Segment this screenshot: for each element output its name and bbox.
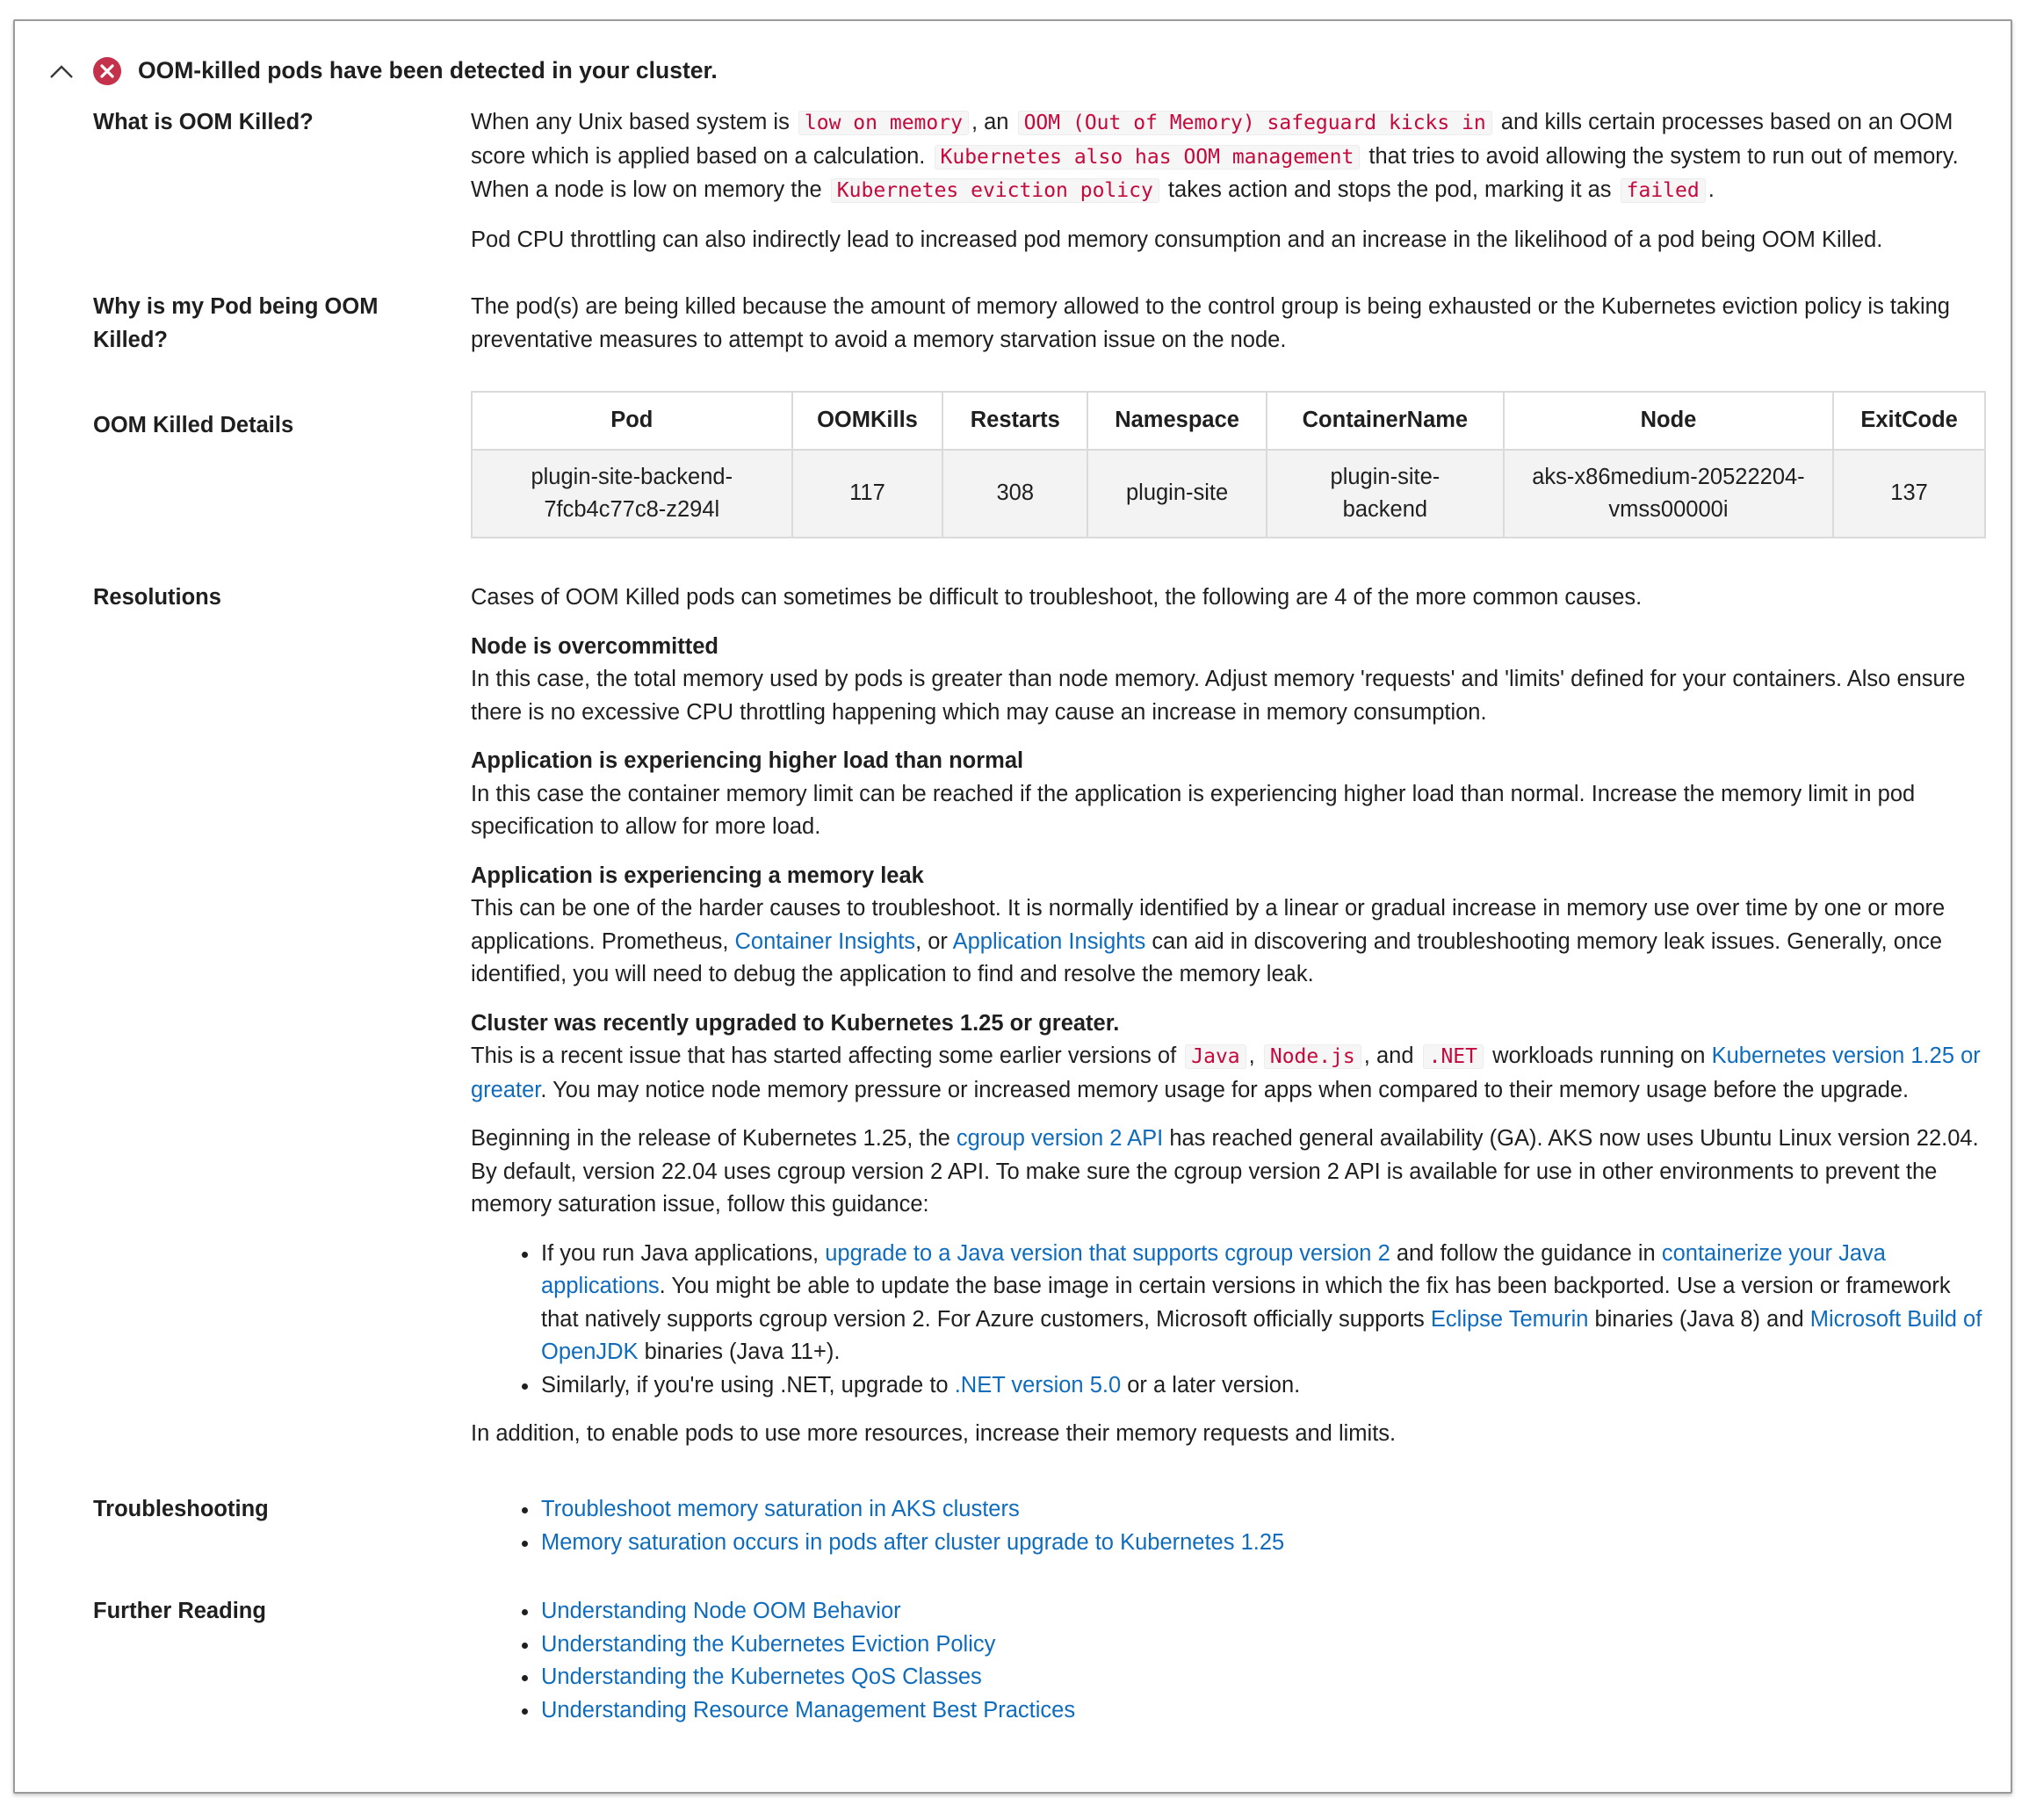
text: . You may notice node memory pressure or increased memory usage for apps when compared to their memory usage before the upgrade.: [540, 1077, 1910, 1102]
table-row: [472, 450, 1985, 538]
why-oom-label: Why is my Pod being OOM Killed?: [93, 294, 379, 352]
dotnet-version-link[interactable]: .NET version 5.0: [954, 1372, 1122, 1398]
column-header: Namespace: [1087, 392, 1267, 450]
text: This is a recent issue that has started affecting some earlier versions of: [471, 1044, 1177, 1068]
code-java: Java: [1185, 1044, 1246, 1069]
text: that tries to avoid allowing the system to run out of memory. When a node is low on memory the: [471, 143, 1959, 202]
text: . You might be able to update the base image in certain versions in which the fix has been backported. Use a version or framework that natively supports cgroup version 2. For Azure customers, Microsoft officially supports: [541, 1274, 1951, 1332]
cgroup-v2-link[interactable]: cgroup version 2 API: [956, 1126, 1164, 1151]
list-item: [541, 1694, 1986, 1728]
oom-details-label: OOM Killed Details: [93, 413, 294, 437]
cause-1-text: In this case, the total memory used by pods is greater than node memory. Adjust memory 'requests' and 'limits' defined for your containers. Also ensure there is no excessive CPU throttling happening which may cause an increase in memory consumption.: [471, 667, 1966, 725]
cause-1-title: Node is overcommitted: [471, 633, 718, 659]
containerize-java-link[interactable]: containerize your Java applications: [541, 1240, 1886, 1298]
text: or a later version.: [1127, 1372, 1301, 1398]
column-header: Pod: [472, 392, 792, 450]
text: takes action and stops the pod, marking it as: [1167, 177, 1612, 202]
text: binaries (Java 8) and: [1594, 1306, 1804, 1332]
eclipse-temurin-link[interactable]: Eclipse Temurin: [1430, 1306, 1589, 1332]
column-header: OOMKills: [792, 392, 943, 450]
code-nodejs: Node.js: [1264, 1044, 1361, 1069]
resolutions-content: [471, 581, 1986, 1451]
text: binaries (Java 11+).: [644, 1340, 841, 1364]
list-item: [541, 1527, 1986, 1560]
troubleshooting-content: [471, 1493, 1986, 1559]
cell-node: aks-x86medium-20522204-vmss00000i: [1504, 450, 1833, 538]
cause-2-title: Application is experiencing higher load than normal: [471, 748, 1024, 773]
further-reading-content: [471, 1595, 1986, 1727]
application-insights-link[interactable]: Application Insights: [952, 928, 1146, 954]
text: can aid in discovering and troubleshooting memory leak issues. Generally, once identified, you will need to debug the application to find and resolve the memory leak.: [471, 928, 1943, 986]
text: If you run Java applications,: [541, 1240, 820, 1266]
code-eviction-policy: Kubernetes eviction policy: [831, 178, 1159, 203]
list-item: [541, 1595, 1986, 1629]
text: and kills certain processes based on an OOM score which is applied based on a calculation.: [471, 110, 1953, 169]
text: When any Unix based system is: [471, 110, 790, 134]
cell-pod: plugin-site-backend-7fcb4c77c8-z294l: [472, 450, 792, 538]
list-item: [541, 1238, 1986, 1369]
list-item: [541, 1493, 1986, 1527]
cause-3-title: Application is experiencing a memory leak: [471, 863, 924, 888]
oom-details-table-wrap: [471, 391, 1986, 538]
qos-classes-link[interactable]: Understanding the Kubernetes QoS Classes: [541, 1665, 982, 1689]
java-upgrade-link[interactable]: upgrade to a Java version that supports cgroup version 2: [825, 1240, 1390, 1266]
what-is-oom-content: [471, 106, 1986, 256]
column-header: ExitCode: [1833, 392, 1985, 450]
list-item: [541, 1629, 1986, 1662]
cpu-throttling-note: Pod CPU throttling can also indirectly lead to increased pod memory consumption and an increase in the likelihood of a pod being OOM Killed.: [471, 227, 1883, 252]
code-low-on-memory: low on memory: [798, 111, 969, 135]
cause-4-text: [471, 1040, 1986, 1107]
further-reading-label: Further Reading: [93, 1599, 266, 1623]
table-header-row: [472, 392, 1985, 450]
code-oom-safeguard: OOM (Out of Memory) safeguard kicks in: [1018, 111, 1492, 135]
eviction-policy-link[interactable]: Understanding the Kubernetes Eviction Policy: [541, 1631, 996, 1657]
node-oom-behavior-link[interactable]: Understanding Node OOM Behavior: [541, 1599, 901, 1623]
list-item: [541, 1369, 1986, 1403]
resolutions-label: Resolutions: [93, 585, 221, 610]
cause-2-text: In this case the container memory limit can be reached if the application is experiencing higher load than normal. Increase the memory limit in pod specification to allow for more load.: [471, 781, 1916, 839]
cell-restarts: 308: [942, 450, 1087, 538]
cause-4-title: Cluster was recently upgraded to Kubernetes 1.25 or greater.: [471, 1010, 1120, 1036]
cell-exitcode: 137: [1833, 450, 1985, 538]
cell-oomkills: 117: [792, 450, 943, 538]
text: Beginning in the release of Kubernetes 1.25, the: [471, 1126, 950, 1151]
resolutions-intro: Cases of OOM Killed pods can sometimes be difficult to troubleshoot, the following are 4 of the more common causes.: [471, 585, 1643, 610]
code-kubernetes-oom-management: Kubernetes also has OOM management: [935, 145, 1361, 170]
column-header: ContainerName: [1267, 392, 1504, 450]
alert-header[interactable]: [44, 51, 718, 91]
resource-management-link[interactable]: Understanding Resource Management Best Practices: [541, 1697, 1076, 1722]
resolutions-closing: In addition, to enable pods to use more resources, increase their memory requests and limits.: [471, 1421, 1397, 1446]
what-is-oom-paragraph: [471, 106, 1986, 208]
text: , or: [915, 928, 948, 954]
error-circle-icon: [92, 56, 122, 86]
alert-title: OOM-killed pods have been detected in your cluster.: [138, 57, 718, 84]
text: ,: [1248, 1044, 1255, 1068]
why-oom-text: The pod(s) are being killed because the amount of memory allowed to the control group is being exhausted or the Kubernetes eviction policy is taking preventative measures to attempt to avoid a memory starvation issue on the node.: [471, 294, 1950, 352]
troubleshoot-memory-saturation-link[interactable]: Troubleshoot memory saturation in AKS clusters: [541, 1497, 1020, 1521]
cause-3-text: [471, 892, 1986, 992]
chevron-up-icon[interactable]: [44, 54, 79, 89]
cell-namespace: plugin-site: [1087, 450, 1267, 538]
text: .: [1708, 177, 1715, 202]
text: This can be one of the harder causes to troubleshoot. It is normally identified by a linear or gradual increase in memory use over time by one or more applications. Prometheus,: [471, 896, 1946, 954]
cgroup-paragraph: [471, 1123, 1986, 1222]
troubleshooting-label: Troubleshooting: [93, 1497, 269, 1521]
code-failed: failed: [1621, 178, 1706, 203]
text: and follow the guidance in: [1396, 1240, 1656, 1266]
list-item: [541, 1661, 1986, 1694]
code-dotnet: .NET: [1423, 1044, 1484, 1069]
cell-containername: plugin-site-backend: [1267, 450, 1504, 538]
column-header: Node: [1504, 392, 1833, 450]
what-is-oom-label: What is OOM Killed?: [93, 110, 314, 134]
column-header: Restarts: [942, 392, 1087, 450]
kubernetes-version-link[interactable]: Kubernetes version 1.25 or greater: [471, 1044, 1981, 1102]
troubleshooting-links: [471, 1493, 1986, 1559]
microsoft-openjdk-link[interactable]: Microsoft Build of OpenJDK: [541, 1306, 1982, 1364]
guidance-list: [471, 1238, 1986, 1403]
further-reading-links: [471, 1595, 1986, 1727]
text: workloads running on: [1492, 1044, 1706, 1068]
text: , and: [1363, 1044, 1414, 1068]
text: , an: [971, 110, 1009, 134]
text: has reached general availability (GA). AKS now uses Ubuntu Linux version 22.04. By default, version 22.04 uses cgroup version 2 API. To make sure the cgroup version 2 API is available for use in other environments to prevent the memory saturation issue, follow this guidance:: [471, 1126, 1979, 1217]
oom-details-table: [471, 391, 1986, 538]
container-insights-link[interactable]: Container Insights: [734, 928, 916, 954]
text: Similarly, if you're using .NET, upgrade to: [541, 1372, 949, 1398]
memory-saturation-upgrade-link[interactable]: Memory saturation occurs in pods after cluster upgrade to Kubernetes 1.25: [541, 1529, 1285, 1555]
